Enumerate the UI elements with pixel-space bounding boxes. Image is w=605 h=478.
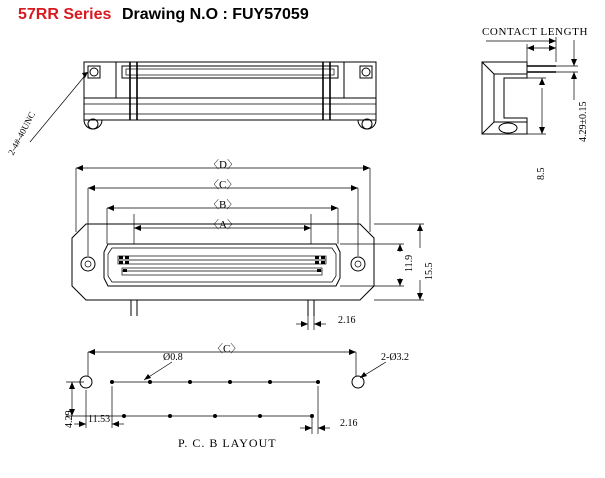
label-pcb-dim-429: 4.29	[64, 410, 75, 428]
pcb-layout-geometry	[66, 349, 386, 434]
label-contact-length: CONTACT LENGTH	[482, 26, 589, 38]
contact-length-detail-geometry	[482, 37, 578, 134]
label-hole-32: 2-Ø3.2	[381, 352, 410, 363]
top-view-geometry	[30, 62, 376, 142]
page-title-series: 57RR Series	[18, 6, 112, 23]
label-dim-119: 11.9	[404, 254, 415, 272]
label-dim-c: 〈C〉	[208, 179, 238, 191]
front-view-geometry	[72, 165, 424, 330]
label-pcb-dim-c: 〈C〉	[212, 343, 242, 355]
page-title-drawing-no: Drawing N.O : FUY57059	[122, 6, 309, 23]
label-dim-429-tol: 4.29±0.15	[578, 101, 589, 142]
label-dim-d: 〈D〉	[208, 159, 238, 171]
label-dim-155: 15.5	[424, 262, 435, 280]
pcb-layout-caption: P. C. B LAYOUT	[178, 436, 277, 450]
label-pcb-dim-216: 2.16	[340, 418, 358, 429]
label-dim-a: 〈A〉	[208, 219, 238, 231]
label-pcb-dim-1153: 11.53	[88, 414, 111, 425]
label-dim-b: 〈B〉	[208, 199, 238, 211]
label-hole-08: Ø0.8	[163, 352, 183, 363]
label-dim-216-front: 2.16	[338, 315, 356, 326]
label-dim-85: 8.5	[536, 167, 547, 180]
label-screw-thread: 2-4#-40UNC	[6, 110, 38, 157]
